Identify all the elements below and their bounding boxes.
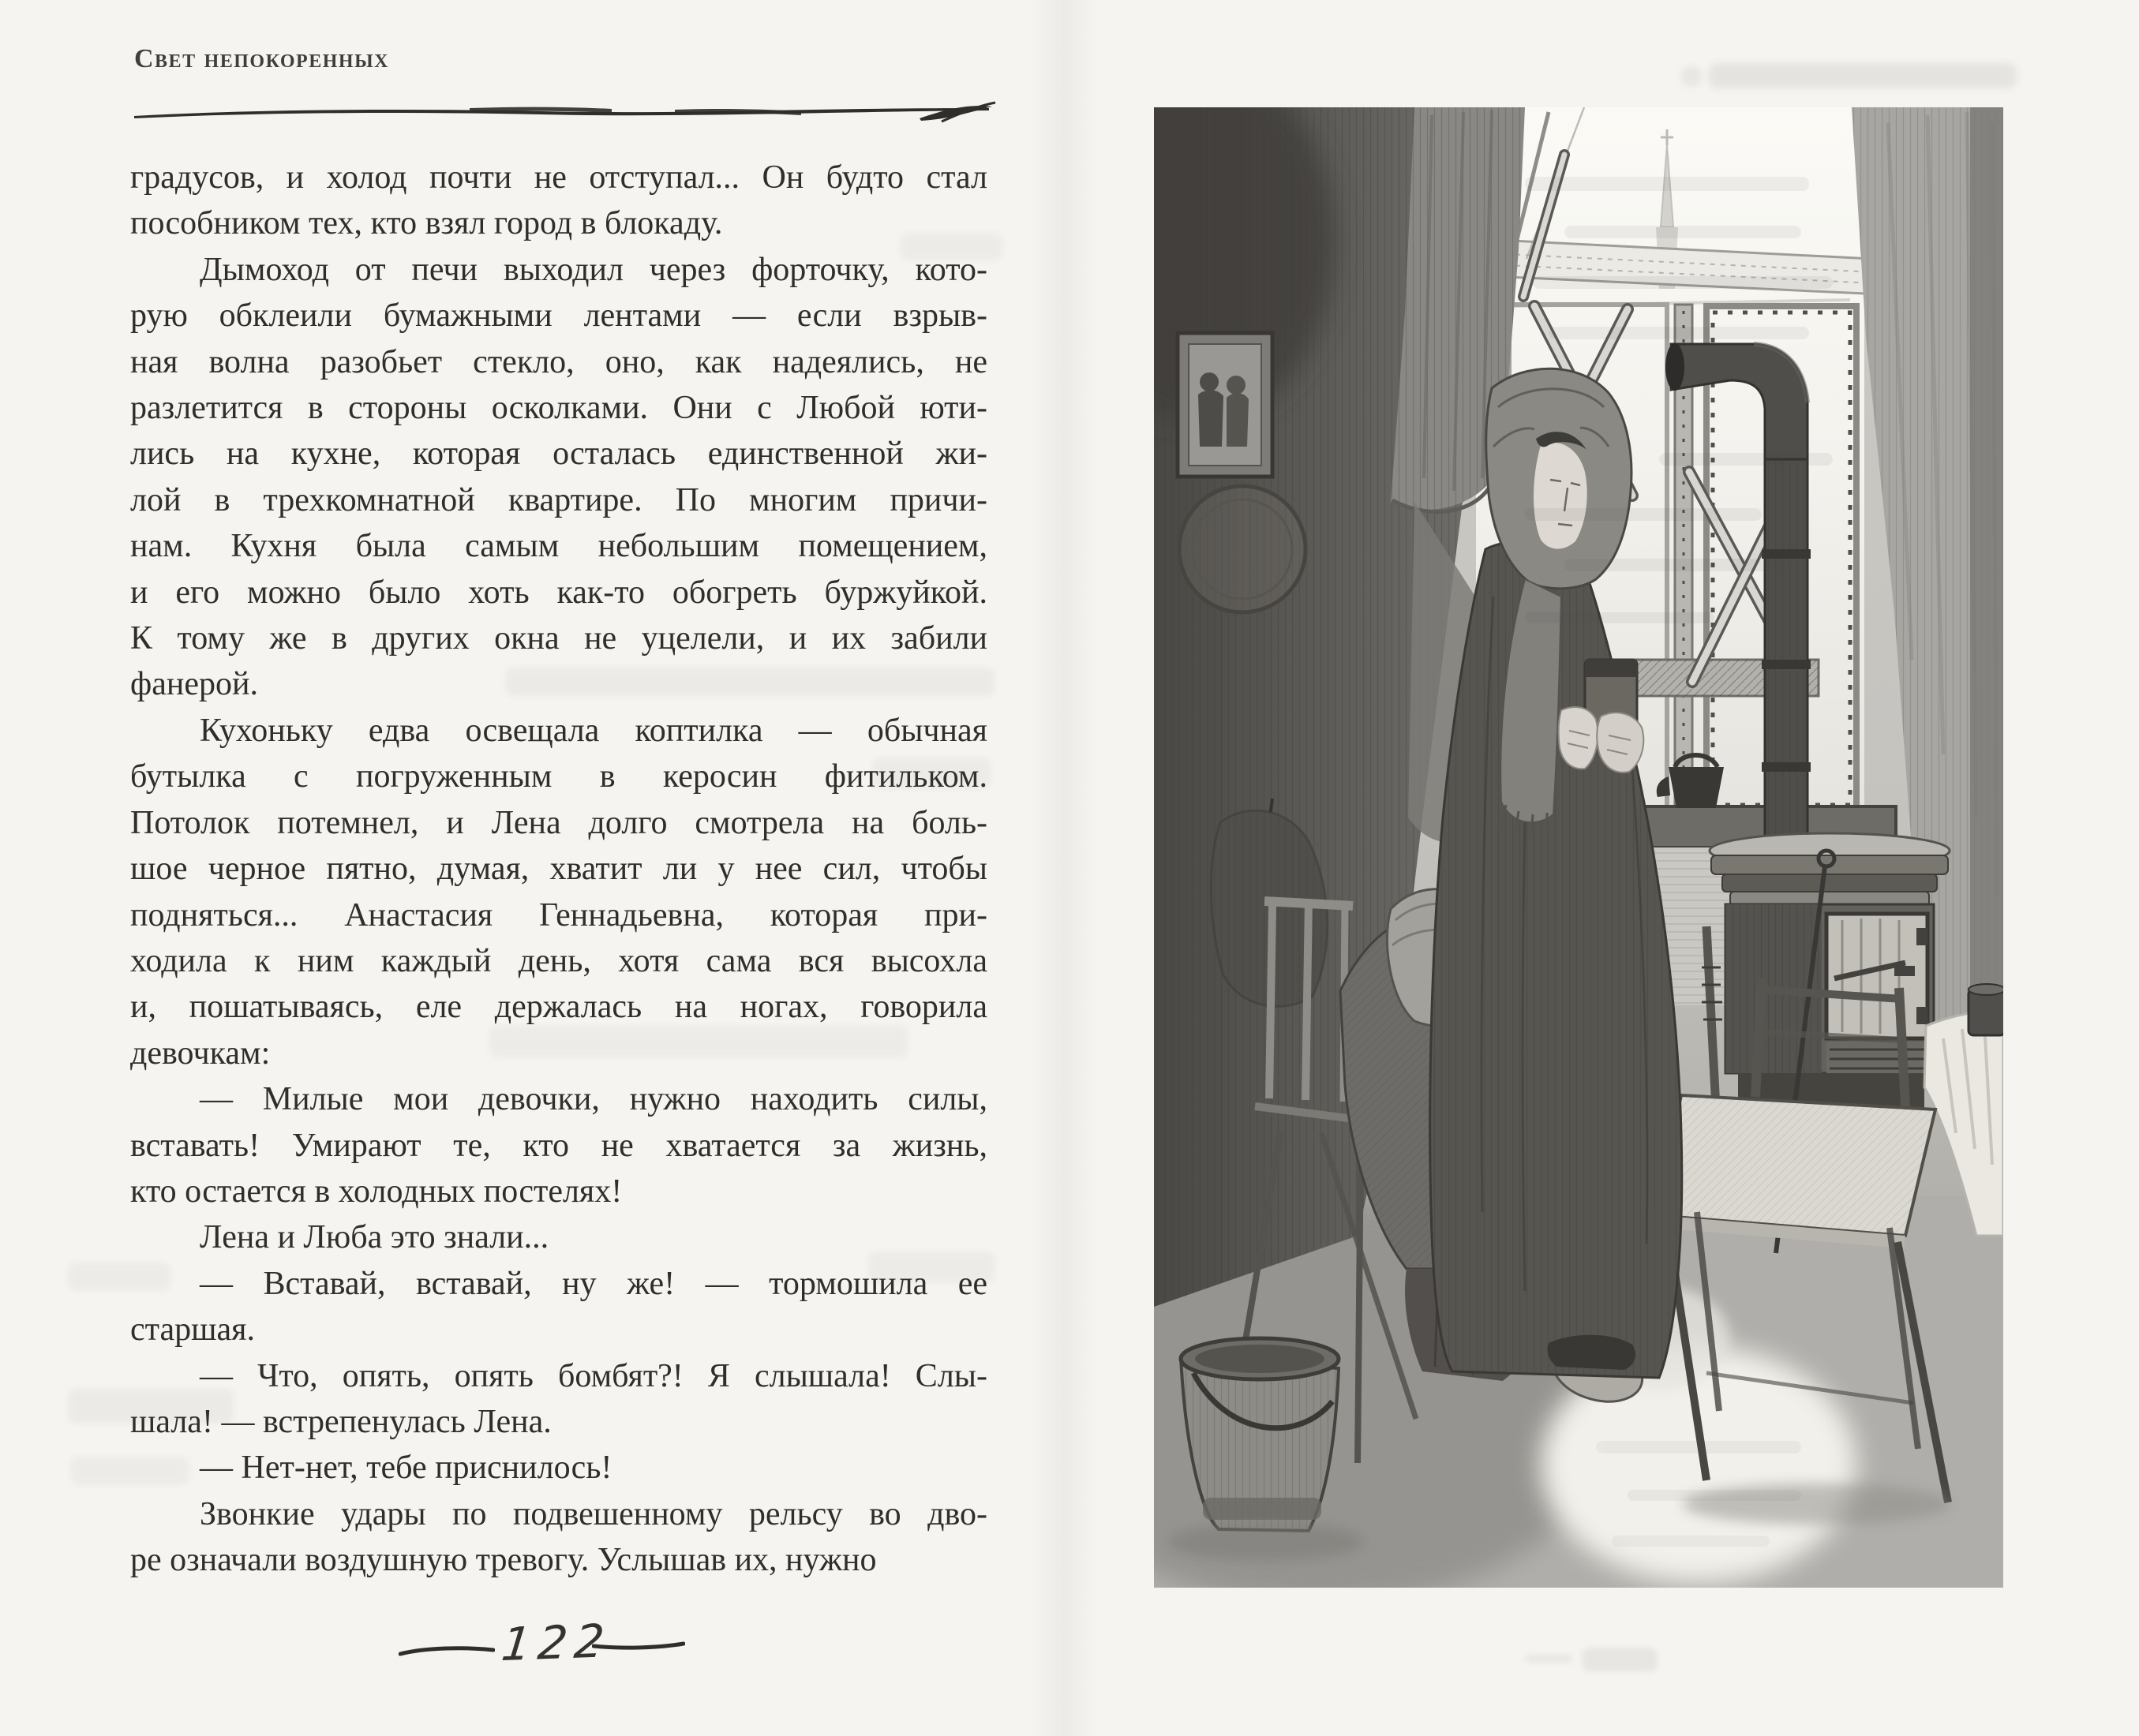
bleed-through-page-number [1525,1656,1572,1662]
bleed-through-page-number [1582,1648,1658,1671]
sieve [1179,486,1306,612]
text-line: — Вставай, вставай, ну же! — тормошила ее [200,1265,987,1302]
woman-shoe [1547,1335,1635,1370]
text-line: К тому же в других окна не уцелели, и их забили [130,620,987,657]
bleed-through-smudge [68,1389,234,1424]
bleed-through-smudge [68,1263,170,1291]
text-line: Дымоход от печи выходил через форточку, кото- [200,251,987,288]
bleed-through-header [1709,63,2017,88]
page-number-dash-left [399,1643,495,1660]
text-line: ная волна разобьет стекло, оно, как надеялись, не [130,343,987,380]
text-line: фанерой. [130,666,258,703]
text-line: Звонкие удары по подвешенному рельсу во дво- [200,1495,987,1532]
text-line: и его можно было хоть как-то обогреть буржуйкой. [130,574,987,611]
woman-face [1534,443,1587,549]
text-line: разлетится в стороны осколками. Они с Любой юти- [130,390,987,427]
text-line: рую обклеили бумажными лентами — если взрыв- [130,297,987,335]
text-line: Кухоньку едва освещала коптилка — обычная [200,712,987,749]
bleed-through-smudge [868,1251,995,1283]
bleed-through-smudge [900,234,1002,260]
kitchen-illustration [1154,107,2003,1588]
page-number: 122 [499,1614,614,1672]
text-line: и, пошатываясь, еле держалась на ногах, говорила [130,989,987,1026]
text-line: градусов, и холод почти не отступал... Он будто стал [130,159,987,196]
burzhuyka-stove [1710,833,1950,1117]
text-line: Потолок потемнел, и Лена долго смотрела на боль- [130,804,987,841]
framed-picture [1178,333,1272,477]
text-line: — Нет-нет, тебе приснилось! [200,1450,612,1487]
hand-drawn-rule [130,98,998,129]
text-line: лой в трехкомнатной квартире. По многим причи- [130,481,987,518]
text-line: подняться... Анастасия Геннадьевна, которая при- [130,896,987,933]
text-line: Лена и Люба это знали... [200,1219,549,1256]
text-line: шое черное пятно, думая, хватит ли у нее сил, чтобы [130,851,987,888]
bleed-through-smudge [505,668,995,696]
page-number-dash-right [592,1638,685,1656]
page-gutter-shadow [1032,0,1096,1736]
text-line: старшая. [130,1311,255,1349]
text-line: ходила к ним каждый день, хотя сама вся высохла [130,942,987,979]
text-line: кто остается в холодных постелях! [130,1173,623,1210]
running-header: Свет непокоренных [134,44,389,73]
bleed-through-header [1681,66,1702,87]
bleed-through-smudge [71,1457,189,1485]
stove-door [1826,914,1927,1038]
text-line: ре означали воздушную тревогу. Услышав их, нужно [130,1542,877,1579]
text-line: шала! — встрепенулась Лена. [130,1403,552,1440]
text-line: девочкам: [130,1034,271,1072]
body-text [130,155,987,1584]
text-line: пособником тех, кто взял город в блокаду. [130,205,723,242]
text-line: бутылка с погруженным в керосин фитильком. [130,758,987,795]
bleed-through-smudge [872,758,991,789]
text-line: вставать! Умирают те, кто не хватается за жизнь, [130,1127,987,1164]
text-line: — Что, опять, опять бомбят?! Я слышала! Слы- [200,1357,987,1394]
text-line: — Милые мои девочки, нужно находить силы, [200,1081,987,1118]
bleed-through-smudge [489,1026,908,1057]
text-line: лись на кухне, которая осталась единственной жи- [130,436,987,473]
mug [1969,990,2003,1035]
text-line: нам. Кухня была самым небольшим помещением, [130,528,987,565]
